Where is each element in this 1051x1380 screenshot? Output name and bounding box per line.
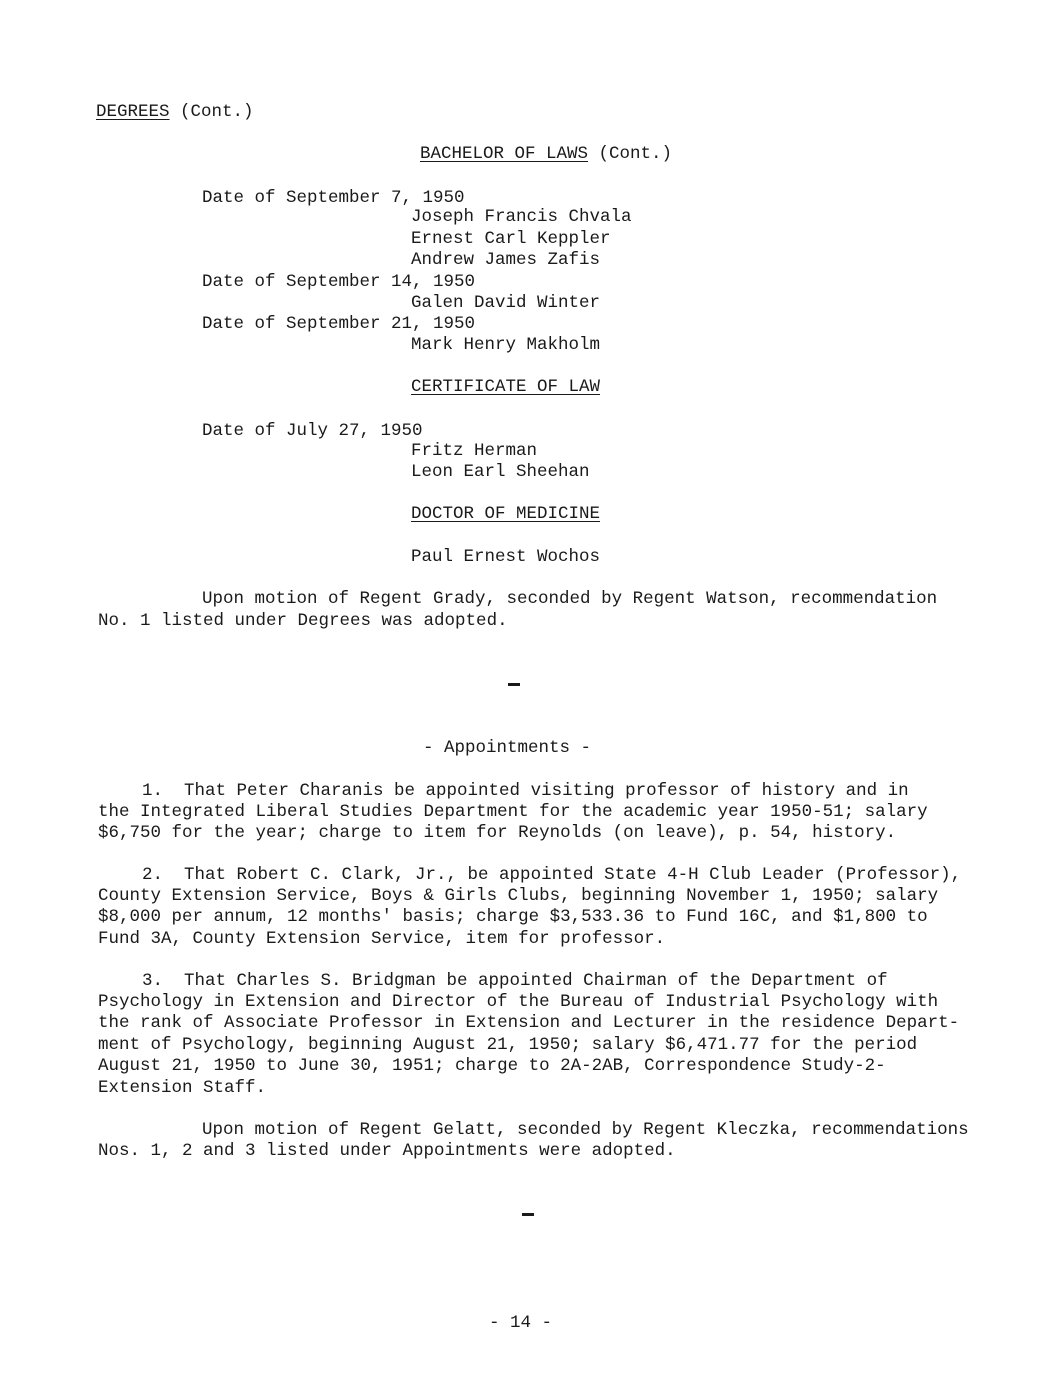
degree-date: Date of September 21, 1950 bbox=[202, 314, 476, 334]
appointment-line: Extension Staff. bbox=[98, 1078, 267, 1098]
degree-date: Date of September 14, 1950 bbox=[202, 272, 476, 292]
degree-date: Date of July 27, 1950 bbox=[202, 421, 423, 441]
appointment-line: ment of Psychology, beginning August 21, 1950; salary $6,471.77 for the period bbox=[98, 1035, 918, 1055]
appointments-heading: - Appointments - bbox=[423, 738, 592, 758]
degrees-motion-line: No. 1 listed under Degrees was adopted. bbox=[98, 611, 508, 631]
page-number: - 14 - bbox=[489, 1313, 553, 1333]
appointment-line: August 21, 1950 to June 30, 1951; charge to 2A-2AB, Correspondence Study-2- bbox=[98, 1056, 886, 1076]
graduate-name: Joseph Francis Chvala bbox=[411, 207, 632, 227]
section-divider bbox=[508, 683, 520, 686]
graduate-name: Leon Earl Sheehan bbox=[411, 462, 590, 482]
degree-date: Date of September 7, 1950 bbox=[202, 188, 465, 208]
appointment-line: Psychology in Extension and Director of the Bureau of Industrial Psychology with bbox=[98, 992, 939, 1012]
appointment-line: $6,750 for the year; charge to item for Reynolds (on leave), p. 54, history. bbox=[98, 823, 897, 843]
graduate-name: Andrew James Zafis bbox=[411, 250, 601, 270]
appointments-motion-line: Nos. 1, 2 and 3 listed under Appointments were adopted. bbox=[98, 1141, 676, 1161]
section-header bbox=[96, 101, 254, 123]
appointment-line: the Integrated Liberal Studies Department for the academic year 1950-51; salary bbox=[98, 802, 928, 822]
graduate-name: Paul Ernest Wochos bbox=[411, 547, 601, 567]
graduate-name: Ernest Carl Keppler bbox=[411, 229, 611, 249]
appointment-line: the rank of Associate Professor in Extension and Lecturer in the residence Depart- bbox=[98, 1013, 960, 1033]
appointment-line: 3. That Charles S. Bridgman be appointed Chairman of the Department of bbox=[142, 971, 888, 991]
appointment-line: 2. That Robert C. Clark, Jr., be appointed State 4-H Club Leader (Professor), bbox=[142, 865, 962, 885]
section-cont: (Cont.) bbox=[169, 102, 254, 122]
graduate-name: Galen David Winter bbox=[411, 293, 601, 313]
section-divider bbox=[522, 1213, 534, 1216]
certificate-of-law-heading: CERTIFICATE OF LAW bbox=[411, 377, 601, 397]
appointment-line: $8,000 per annum, 12 months' basis; charge $3,533.36 to Fund 16C, and $1,800 to bbox=[98, 907, 928, 927]
section-title: DEGREES bbox=[96, 102, 170, 122]
appointments-motion-line: Upon motion of Regent Gelatt, seconded by Regent Kleczka, recommendations bbox=[202, 1120, 969, 1140]
graduate-name: Fritz Herman bbox=[411, 441, 538, 461]
bachelor-of-laws-heading bbox=[420, 143, 672, 165]
graduate-name: Mark Henry Makholm bbox=[411, 335, 601, 355]
bachelor-of-laws-cont: (Cont.) bbox=[588, 144, 673, 164]
doctor-of-medicine-heading: DOCTOR OF MEDICINE bbox=[411, 504, 601, 524]
degrees-motion-line: Upon motion of Regent Grady, seconded by Regent Watson, recommendation bbox=[202, 589, 938, 609]
bachelor-of-laws-title: BACHELOR OF LAWS bbox=[420, 144, 589, 164]
appointment-line: Fund 3A, County Extension Service, item for professor. bbox=[98, 929, 666, 949]
appointment-line: County Extension Service, Boys & Girls Clubs, beginning November 1, 1950; salary bbox=[98, 886, 939, 906]
appointment-line: 1. That Peter Charanis be appointed visiting professor of history and in bbox=[142, 781, 909, 801]
